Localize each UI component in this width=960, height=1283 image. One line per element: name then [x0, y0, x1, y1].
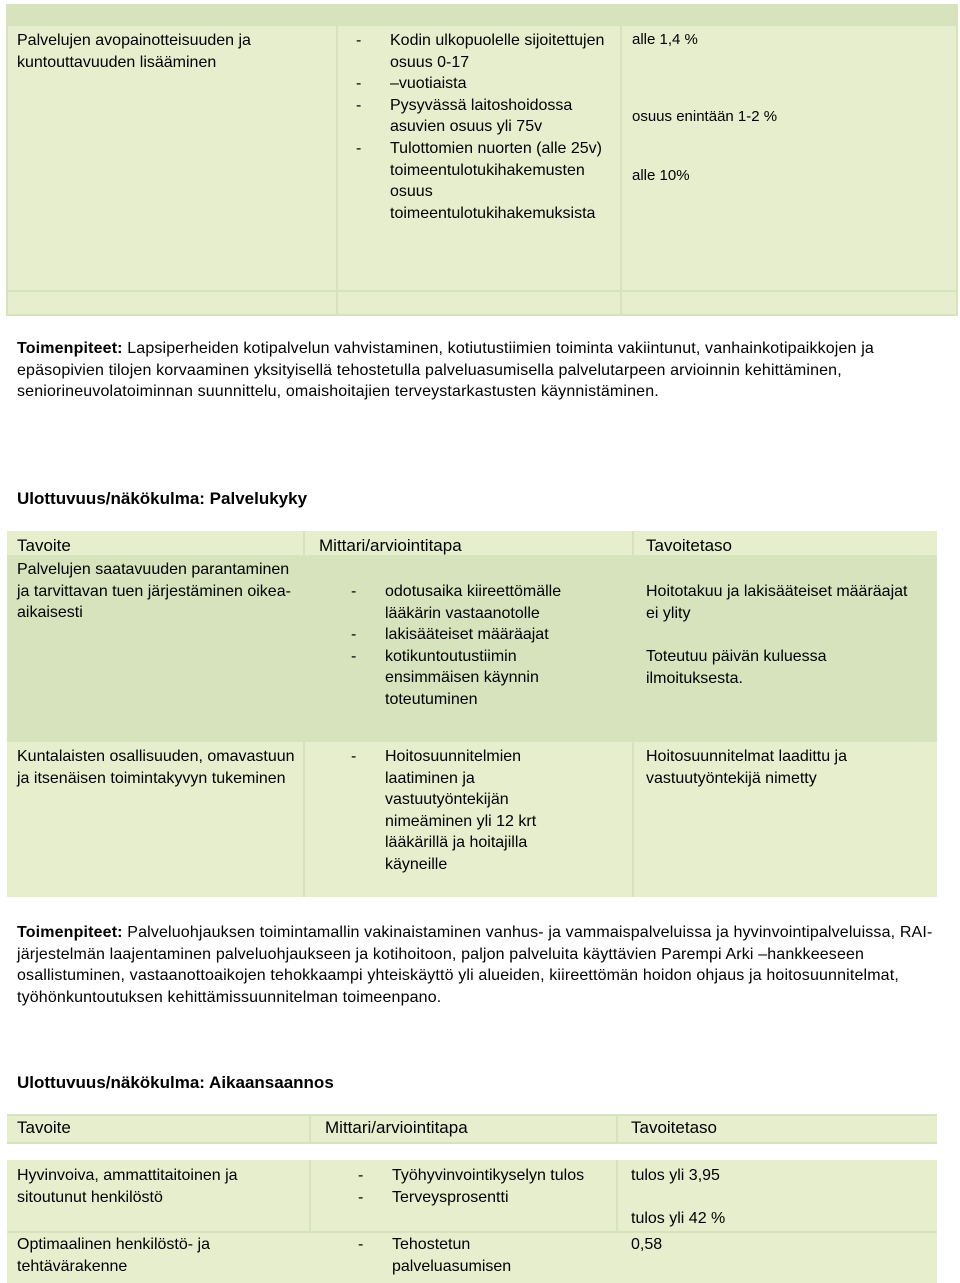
divider [309, 1114, 311, 1142]
list-item: - Kodin ulkopuolelle sijoitettujen osuus 0-17 [356, 32, 605, 71]
divider [6, 314, 958, 316]
actions-text: Lapsiperheiden kotipalvelun vahvistaminen, kotiutustiimien toiminta vakiintunut, vanhainkotipaikkojen ja epäsopivien tilojen korvaaminen yksityisellä tehostetulla palveluasumisella palvelutarpeen arvioinnin kehittäminen, seniorineuvolatoiminnan suunnittelu, omaishoitajien terveystarkastusten käynnistäminen. [17, 340, 874, 401]
col-header-mittari: Mittari/arviointitapa [319, 536, 462, 555]
top-target-3: alle 10% [632, 167, 690, 184]
table-cell-target: Hoitotakuu ja lakisääteiset määräajat ei ylity [646, 583, 908, 622]
table-cell-target: tulos yli 42 % [631, 1210, 726, 1227]
actions-paragraph-2 [17, 922, 959, 1008]
divider [616, 1114, 618, 1142]
divider [6, 290, 958, 292]
table-cell-goal: Optimaalinen henkilöstö- ja tehtävärakenne [17, 1236, 210, 1275]
list-item: - odotusaika kiireettömälle lääkärin vastaanotolle [351, 583, 562, 622]
list-item: - lakisääteiset määräajat [351, 626, 549, 644]
divider [7, 1142, 937, 1144]
top-target-1: alle 1,4 % [632, 31, 698, 48]
list-item: - kotikuntoutustiimin ensimmäisen käynnin toteutuminen [351, 647, 539, 708]
table-cell-target: 0,58 [631, 1236, 663, 1253]
divider [6, 4, 8, 316]
actions-paragraph-1 [17, 338, 953, 403]
measures-list [351, 746, 591, 876]
table-cell-target: Toteutuu päivän kuluessa ilmoituksesta. [646, 648, 827, 687]
top-target-2: osuus enintään 1-2 % [632, 108, 778, 125]
list-item: - –vuotiaista [356, 75, 467, 93]
table-cell-target: Hoitosuunnitelmat laadittu ja vastuutyöntekijä nimetty [646, 748, 848, 787]
table-cell-goal: Hyvinvoiva, ammattitaitoinen ja sitoutunut henkilöstö [17, 1167, 238, 1206]
col-header-tavoite: Tavoite [17, 536, 71, 555]
section-heading-palvelukyky: Ulottuvuus/näkökulma: Palvelukyky [17, 489, 308, 508]
measures-list [351, 581, 613, 711]
table-cell-goal: Kuntalaisten osallisuuden, omavastuun ja itsenäisen toimintakyvyn tukeminen [17, 748, 295, 787]
table-header-row [7, 1114, 937, 1142]
section-heading-aikaansaannos: Ulottuvuus/näkökulma: Aikaansaannos [17, 1073, 334, 1092]
divider [620, 4, 622, 316]
list-item: - Pysyvässä laitoshoidossa asuvien osuus yli 75v [356, 96, 573, 136]
col-header-tavoitetaso: Tavoitetaso [631, 1118, 717, 1137]
actions-label: Toimenpiteet: [17, 340, 123, 357]
divider [7, 740, 937, 742]
measures-list [358, 1234, 568, 1277]
actions-label: Toimenpiteet: [17, 924, 123, 941]
list-item: - Tehostetun palveluasumisen [358, 1236, 512, 1275]
table-cell-goal: Palvelujen saatavuuden parantaminen ja tarvittavan tuen järjestäminen oikea-aikaisesti [17, 561, 291, 622]
list-item: - Hoitosuunnitelmien laatiminen ja vastuutyöntekijän nimeäminen yli 12 krt lääkärillä ja hoitajilla käyneille [351, 748, 537, 873]
divider [336, 4, 338, 316]
list-item: - Tulottomien nuorten (alle 25v) toimeentulotukihakemusten osuus toimeentulotukihakemuksista [356, 139, 602, 222]
top-table-band [6, 4, 958, 26]
divider [956, 4, 958, 316]
col-header-tavoitetaso: Tavoitetaso [646, 536, 732, 555]
col-header-mittari: Mittari/arviointitapa [325, 1118, 468, 1137]
measures-list [358, 1165, 608, 1208]
divider [7, 1231, 937, 1233]
divider [7, 1114, 937, 1116]
actions-text: Palveluohjauksen toimintamallin vakinaistaminen vanhus- ja vammaispalveluissa ja hyvinvointipalveluissa, RAI-järjestelmän laajentaminen palveluohjaukseen ja kotihoitoon, paljon palveluita käyttävien Parempi Arki –hankkeeseen osallistuminen, vastaanottoaikojen tehokkaampi yhteiskäyttö yli alueiden, kiireettömän hoidon ohjaus ja hoitosuunnitelmat, työhönkuntoutuksen kehittämissuunnitelman toimeenpano. [17, 924, 933, 1006]
list-item: - Terveysprosentti [358, 1188, 509, 1206]
list-item: - Työhyvinvointikyselyn tulos [358, 1167, 585, 1184]
table-cell-target: tulos yli 3,95 [631, 1167, 720, 1184]
top-measures-list [356, 30, 618, 224]
col-header-tavoite: Tavoite [17, 1118, 71, 1137]
top-goal: Palvelujen avopainotteisuuden ja kuntouttavuuden lisääminen [17, 32, 251, 71]
